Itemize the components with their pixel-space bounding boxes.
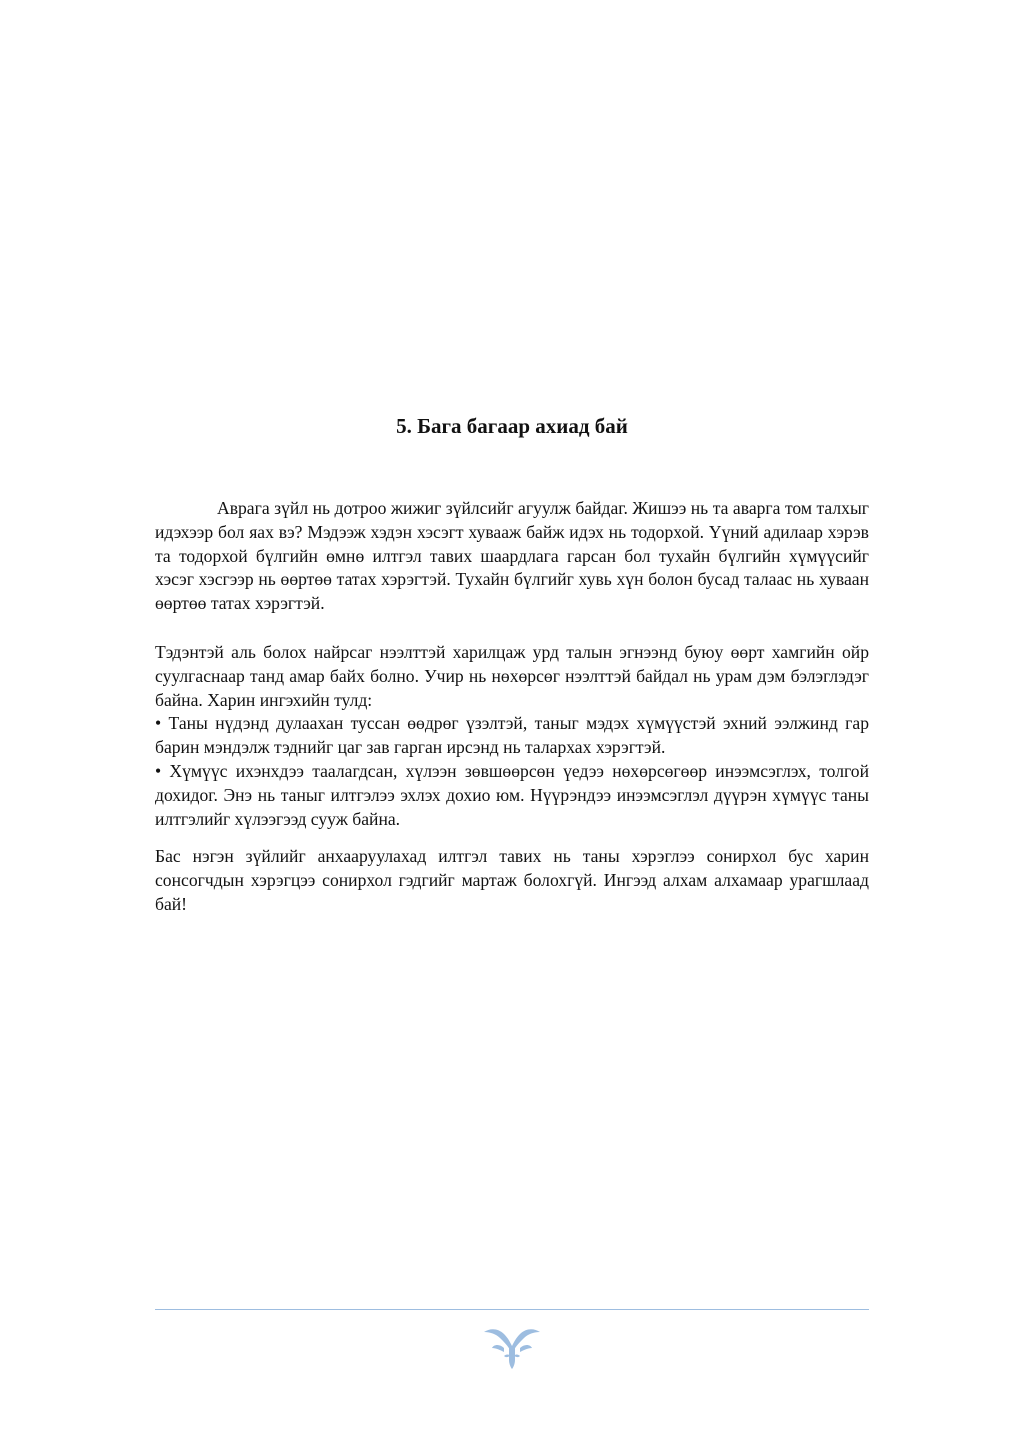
page-title: 5. Бага багаар ахиад бай [396, 414, 628, 438]
bullet-item-smile: • Хүмүүс ихэнхдээ таалагдсан, хүлээн зөвшөөрсөн үедээ нөхөрсөгөөр инээмсэглэх, толгой дохидог. Энэ нь таныг илтгэлээ эхлэх дохио юм. Нүүрэндээ инээмсэглэл дүүрэн хүмүүс таны илтгэлийг хүлээгээд сууж байна. [155, 760, 869, 829]
footer-divider [155, 1309, 869, 1310]
bullet-item-greeting: • Таны нүдэнд дулаахан туссан өөдрөг үзэлтэй, таныг мэдэх хүмүүстэй эхний ээлжинд гар барин мэндэлж тэднийг цаг зав гарган ирсэнд нь талархах хэрэгтэй. [155, 713, 869, 758]
paragraph-relations [155, 641, 869, 831]
paragraph-intro-text: Аврага зүйл нь дотроо жижиг зүйлсийг агуулж байдаг. Жишээ нь та аварга том талхыг идэхээр бол яах вэ? Мэдээж хэдэн хэсэгт хувааж байж идэх нь тодорхой. Үүний адилаар хэрэв та тодорхой бүлгийн өмнө илтгэл тавих шаардлага гарсан бол тухайн бүлгийн хүмүүсийг хэсэг хэсгээр нь өөртөө татах хэрэгтэй. Тухайн бүлгийг хувь хүн болон бусад талаас нь хуваан өөртөө татах хэрэгтэй. [155, 498, 869, 614]
paragraph-conclusion: Бас нэгэн зүйлийг анхааруулахад илтгэл тавих нь таны хэрэглээ сонирхол бус харин сонсогчдын хэрэгцээ сонирхол гэдгийг мартаж болохгүй. Ингээд алхам алхамаар урагшлаад бай! [155, 846, 869, 914]
paragraph-intro [155, 497, 869, 616]
paragraph-relations-intro: Тэдэнтэй аль болох найрсаг нээлттэй харилцаж урд талын эгнээнд буюу өөрт хамгийн ойр суулгаснаар танд амар байх болно. Учир нь нөхөрсөг нээлттэй байдал нь урам дэм бэлэглэдэг байна. Харин ингэхийн тулд: [155, 642, 869, 710]
floral-ornament-icon [480, 1326, 544, 1370]
